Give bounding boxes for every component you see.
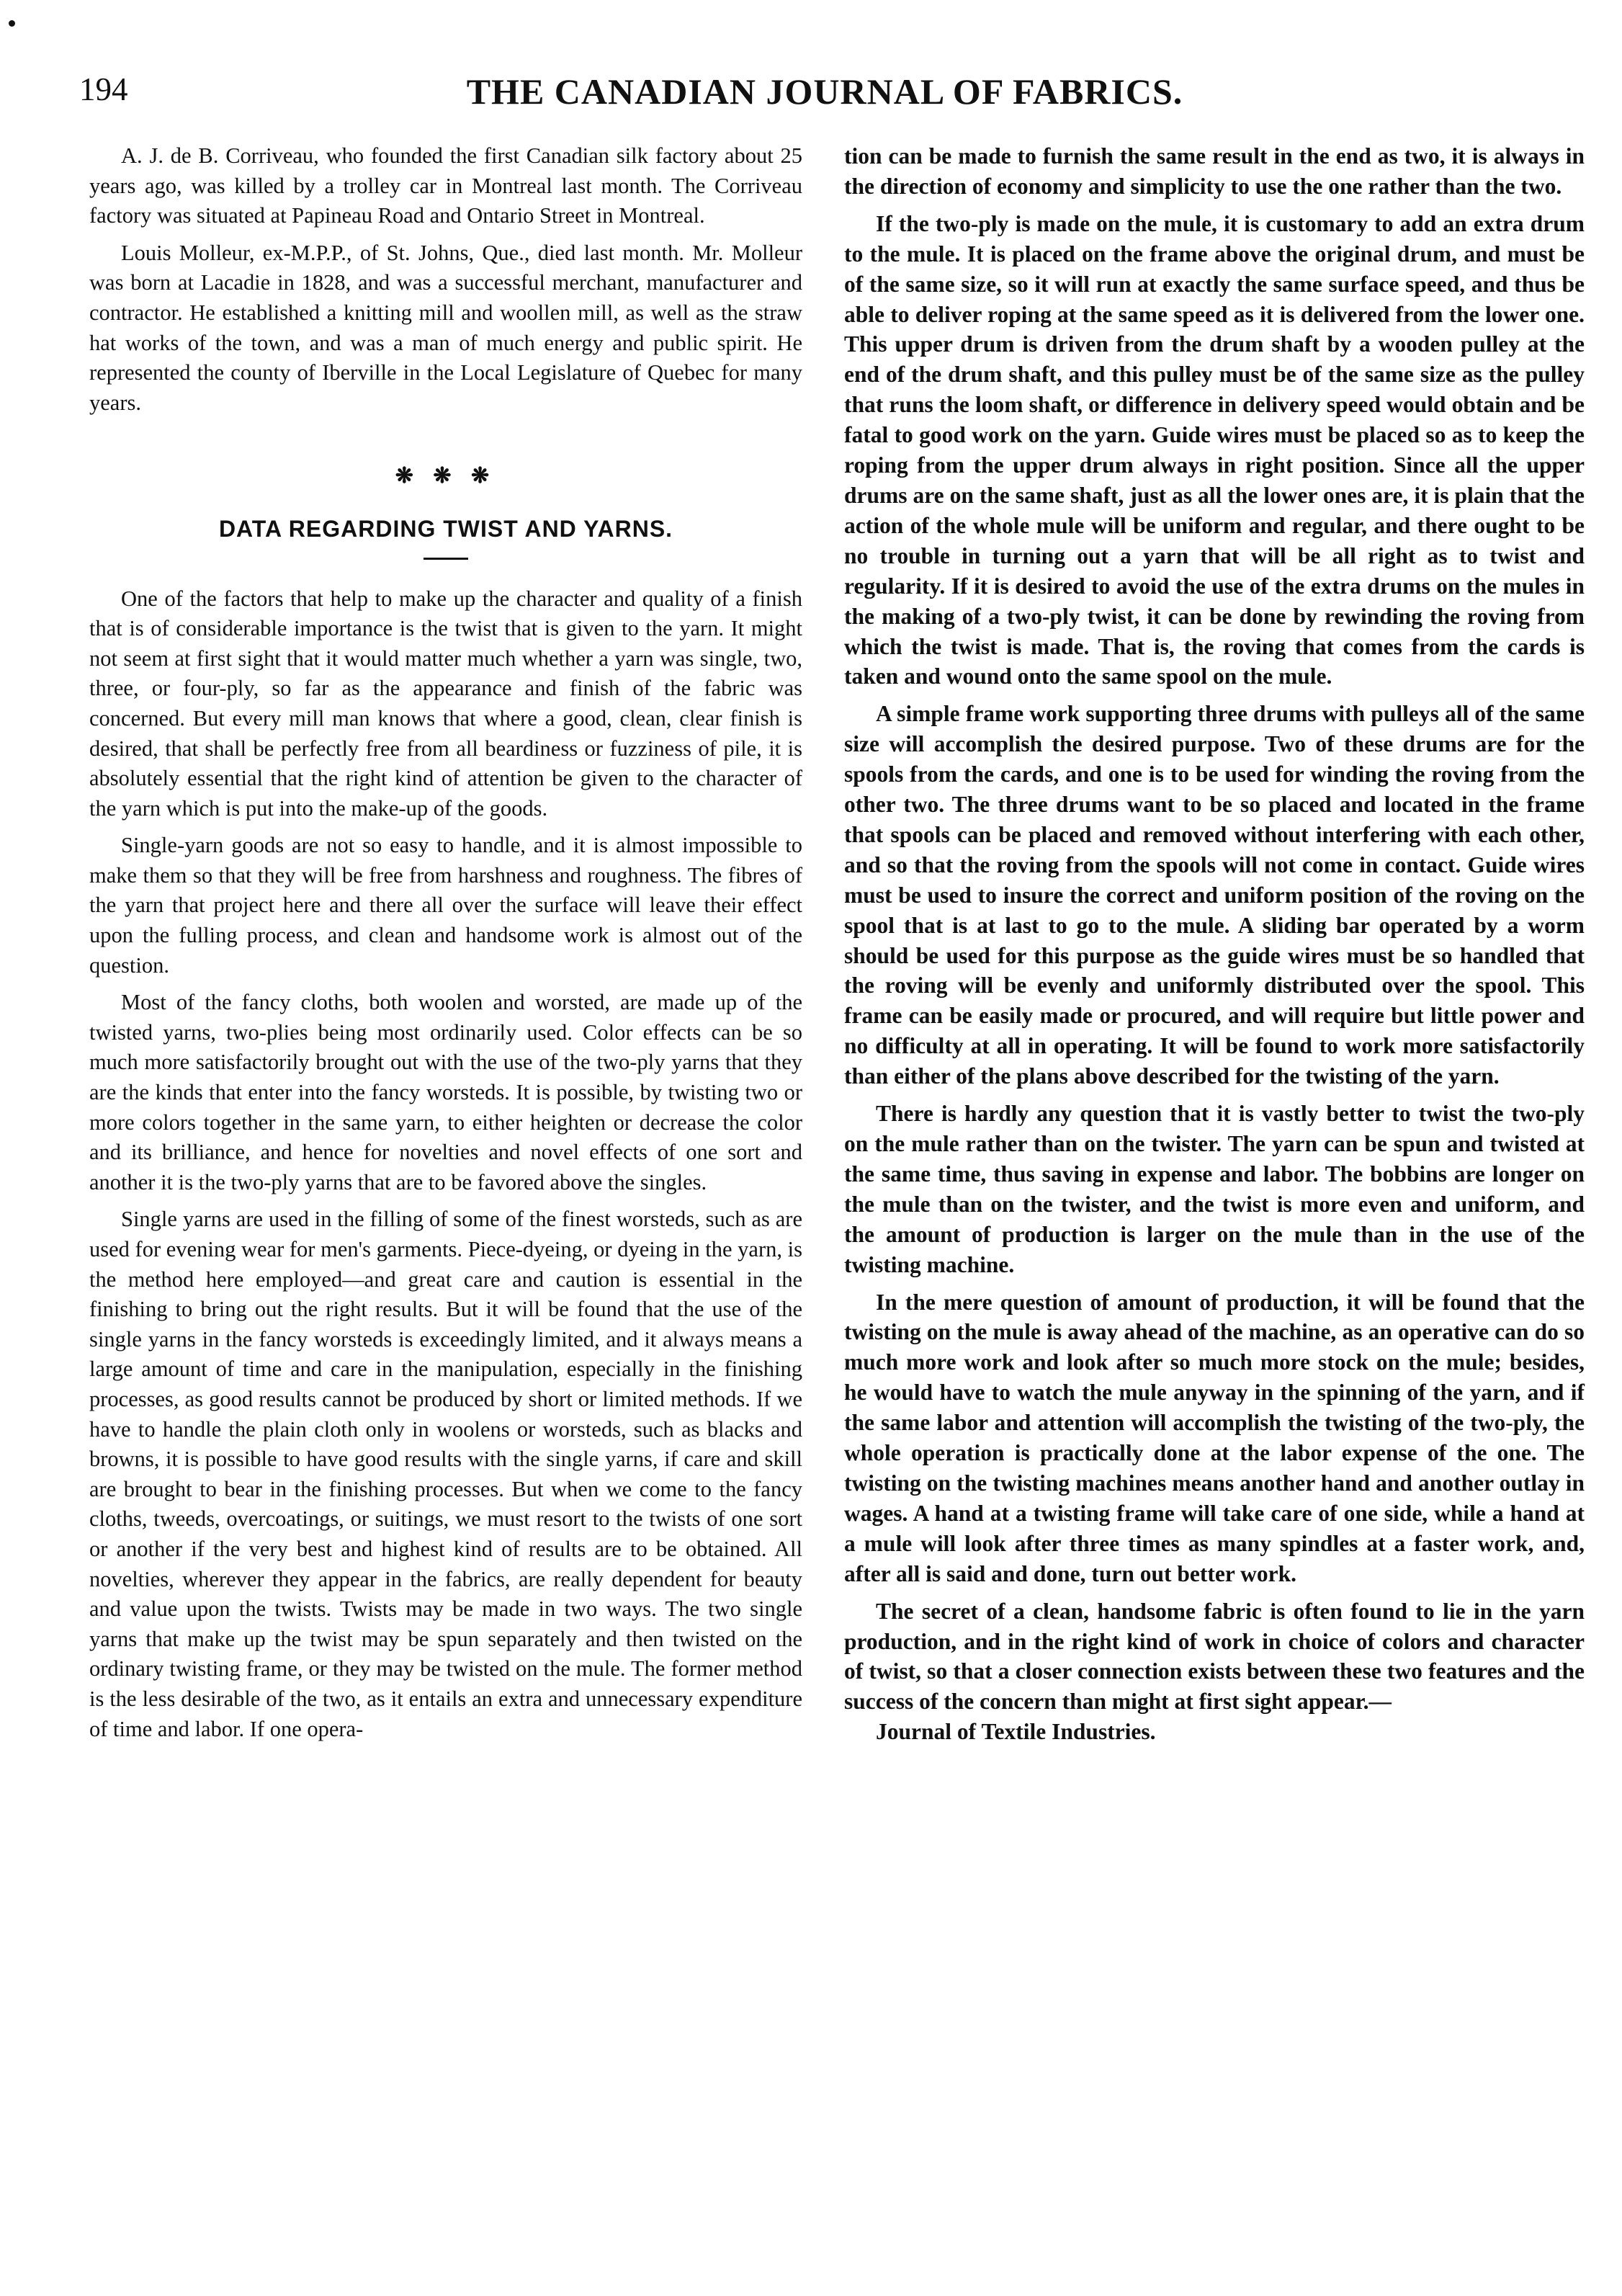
stray-dot xyxy=(9,20,15,27)
article-title: DATA REGARDING TWIST AND YARNS. xyxy=(218,515,673,542)
page-number: 194 xyxy=(79,71,128,107)
article-paragraph: One of the factors that help to make up the character and quality of a finish that is of considerable importance is the twist that is given to the yarn. It might not seem at first sight that it would matter much whether a yarn was single, two, three, or four-ply, so far as the appearance and finish of the fabric was concerned. But every mill man knows that where a good, clean, clear finish is desired, that shall be perfectly free from all beardiness or fuzziness of pile, it is absolutely essential that the right kind of attention be given to the character of the yarn which is put into the make-up of the goods. xyxy=(89,586,802,821)
article-paragraph: In the mere question of amount of production, it will be found that the twisting on the mule is away ahead of the machine, as an operative can do so much more work and look after so much more stock on the mule; besides, he would have to watch the mule anyway in the spinning of the yarn, and if the same labor and attention will accomplish the twisting of the two-ply, the whole operation is practically done at the labor expense of the one. The twisting on the twisting machines means another hand and another outlay in wages. A hand at a twisting frame will take care of one side, while a hand at a mule will look after three times as many spindles at a faster work, and, after all is said and done, turn out better work. xyxy=(844,1289,1585,1586)
left-column xyxy=(89,141,802,1744)
article-paragraph: The secret of a clean, handsome fabric is often found to lie in the yarn production, and in the right kind of work in choice of colors and character of twist, so that a closer connection exists between these two features and the success of the concern than might at first sight appear.— xyxy=(844,1598,1585,1715)
article-paragraph: If the two-ply is made on the mule, it is customary to add an extra drum to the mule. It is placed on the frame above the original drum, and must be of the same size, so it will run at exactly the same surface speed, and thus be able to deliver roping at the same speed as it is delivered from the lower one. This upper drum is driven from the drum shaft by a wooden pulley at the end of the drum shaft, and this pulley must be of the same size as the pulley that runs the loom shaft, or difference in delivery speed would obtain and be fatal to good work on the yarn. Guide wires must be placed so as to keep the roping from the upper drum always in right position. Since all the upper drums are on the same shaft, just as all the lower ones are, it is plain that the action of the whole mule will be uniform and regular, and there ought to be no trouble in turning out a yarn that will be all right as to twist and regularity. If it is desired to avoid the use of the extra drums on the mules in the making of a two-ply twist, it can be done by rewinding the roving from which the twist is made. That is, the roving that comes from the cards is taken and wound onto the same spool on the mule. xyxy=(844,210,1585,689)
article-paragraph: A simple frame work supporting three drums with pulleys all of the same size will accomplish the desired purpose. Two of these drums are for the spools from the cards, and one is to be used for winding the roving from the other two. The three drums want to be so placed and located in the frame that spools can be placed and removed without interfering with each other, and so that the roving from the spools will not come in contact. Guide wires must be used to insure the correct and uniform position of the roving on the spool that is at last to go to the mule. A sliding bar operated by a worm should be used for this purpose as the guide wires must be so handled that the roving will be evenly and uniformly distributed over the spool. This frame can be easily made or procured, and will require but little power and no difficulty at all in operating. It will be found to work more satisfactorily than either of the plans above described for the twisting of the yarn. xyxy=(844,701,1585,1089)
section-ornament: ❋ ❋ ❋ xyxy=(395,464,497,488)
obituary-molleur: Louis Molleur, ex-M.P.P., of St. Johns, Que., died last month. Mr. Molleur was born at Lacadie in 1828, and was a successful merchant, manufacturer and contractor. He established a knitting mill and woollen mill, as well as the straw hat works of the town, and was a man of much energy and public spirit. He represented the county of Iberville in the Local Legislature of Quebec for many years. xyxy=(89,240,802,415)
article-paragraph: tion can be made to furnish the same result in the end as two, it is always in the direction of economy and simplicity to use the one rather than the two. xyxy=(844,143,1585,199)
right-column xyxy=(844,141,1585,1747)
obituary-corriveau: A. J. de B. Corriveau, who founded the first Canadian silk factory about 25 years ago, was killed by a trolley car in Montreal last month. The Corriveau factory was situated at Papineau Road and Ontario Street in Montreal. xyxy=(89,143,802,228)
article-paragraph: There is hardly any question that it is vastly better to twist the two-ply on the mule rather than on the twister. The yarn can be spun and twisted at the same time, thus saving in expense and labor. The bobbins are longer on the mule than on the twister, and the twist is more even and uniform, and the amount of production is larger on the mule than in the use of the twisting machine. xyxy=(844,1101,1585,1277)
title-rule xyxy=(424,558,468,560)
journal-title: THE CANADIAN JOURNAL OF FABRICS. xyxy=(466,71,1183,112)
article-paragraph: Single yarns are used in the filling of some of the finest worsteds, such as are used for evening wear for men's garments. Piece-dyeing, or dyeing in the yarn, is the method here employed—and great care and caution is essential in the finishing to bring out the right results. But it will be found that the use of the single yarns in the fancy worsteds is exceedingly limited, and it always means a large amount of time and care in the manipulation, especially in the finishing processes, as good results cannot be produced by short or limited methods. If we have to handle the plain cloth only in woolens or worsteds, such as blacks and browns, it is possible to have good results with the single yarns, if care and skill are brought to bear in the finishing processes. But when we come to the fancy cloths, tweeds, overcoatings, or suitings, we must resort to the twists of one sort or another if the very best and highest kind of results are to be obtained. All novelties, wherever they appear in the fabrics, are really dependent for beauty and value upon the twists. Twists may be made in two ways. The two single yarns that make up the twist may be spun separately and then twisted on the ordinary twisting frame, or they may be twisted on the mule. The former method is the less desirable of the two, as it entails an extra and unnecessary expenditure of time and labor. If one opera- xyxy=(89,1207,802,1741)
article-paragraph: Single-yarn goods are not so easy to handle, and it is almost impossible to make them so that they will be free from harshness and roughness. The fibres of the yarn that project here and there all over the surface will leave their effect upon the fulling process, and clean and handsome work is almost out of the question. xyxy=(89,833,802,978)
page-header xyxy=(79,71,1570,121)
source-credit: Journal of Textile Industries. xyxy=(876,1719,1156,1745)
article-paragraph: Most of the fancy cloths, both woolen and worsted, are made up of the twisted yarns, two-plies being most ordinarily used. Color effects can be so much more satisfactorily brought out with the use of the two-ply yarns that they are the kinds that enter into the fancy worsteds. It is possible, by twisting two or more colors together in the same yarn, to either heighten or decrease the color and its brilliance, and hence for novelties and novel effects of one sort and another it is the two-ply yarns that are to be favored above the singles. xyxy=(89,990,802,1194)
